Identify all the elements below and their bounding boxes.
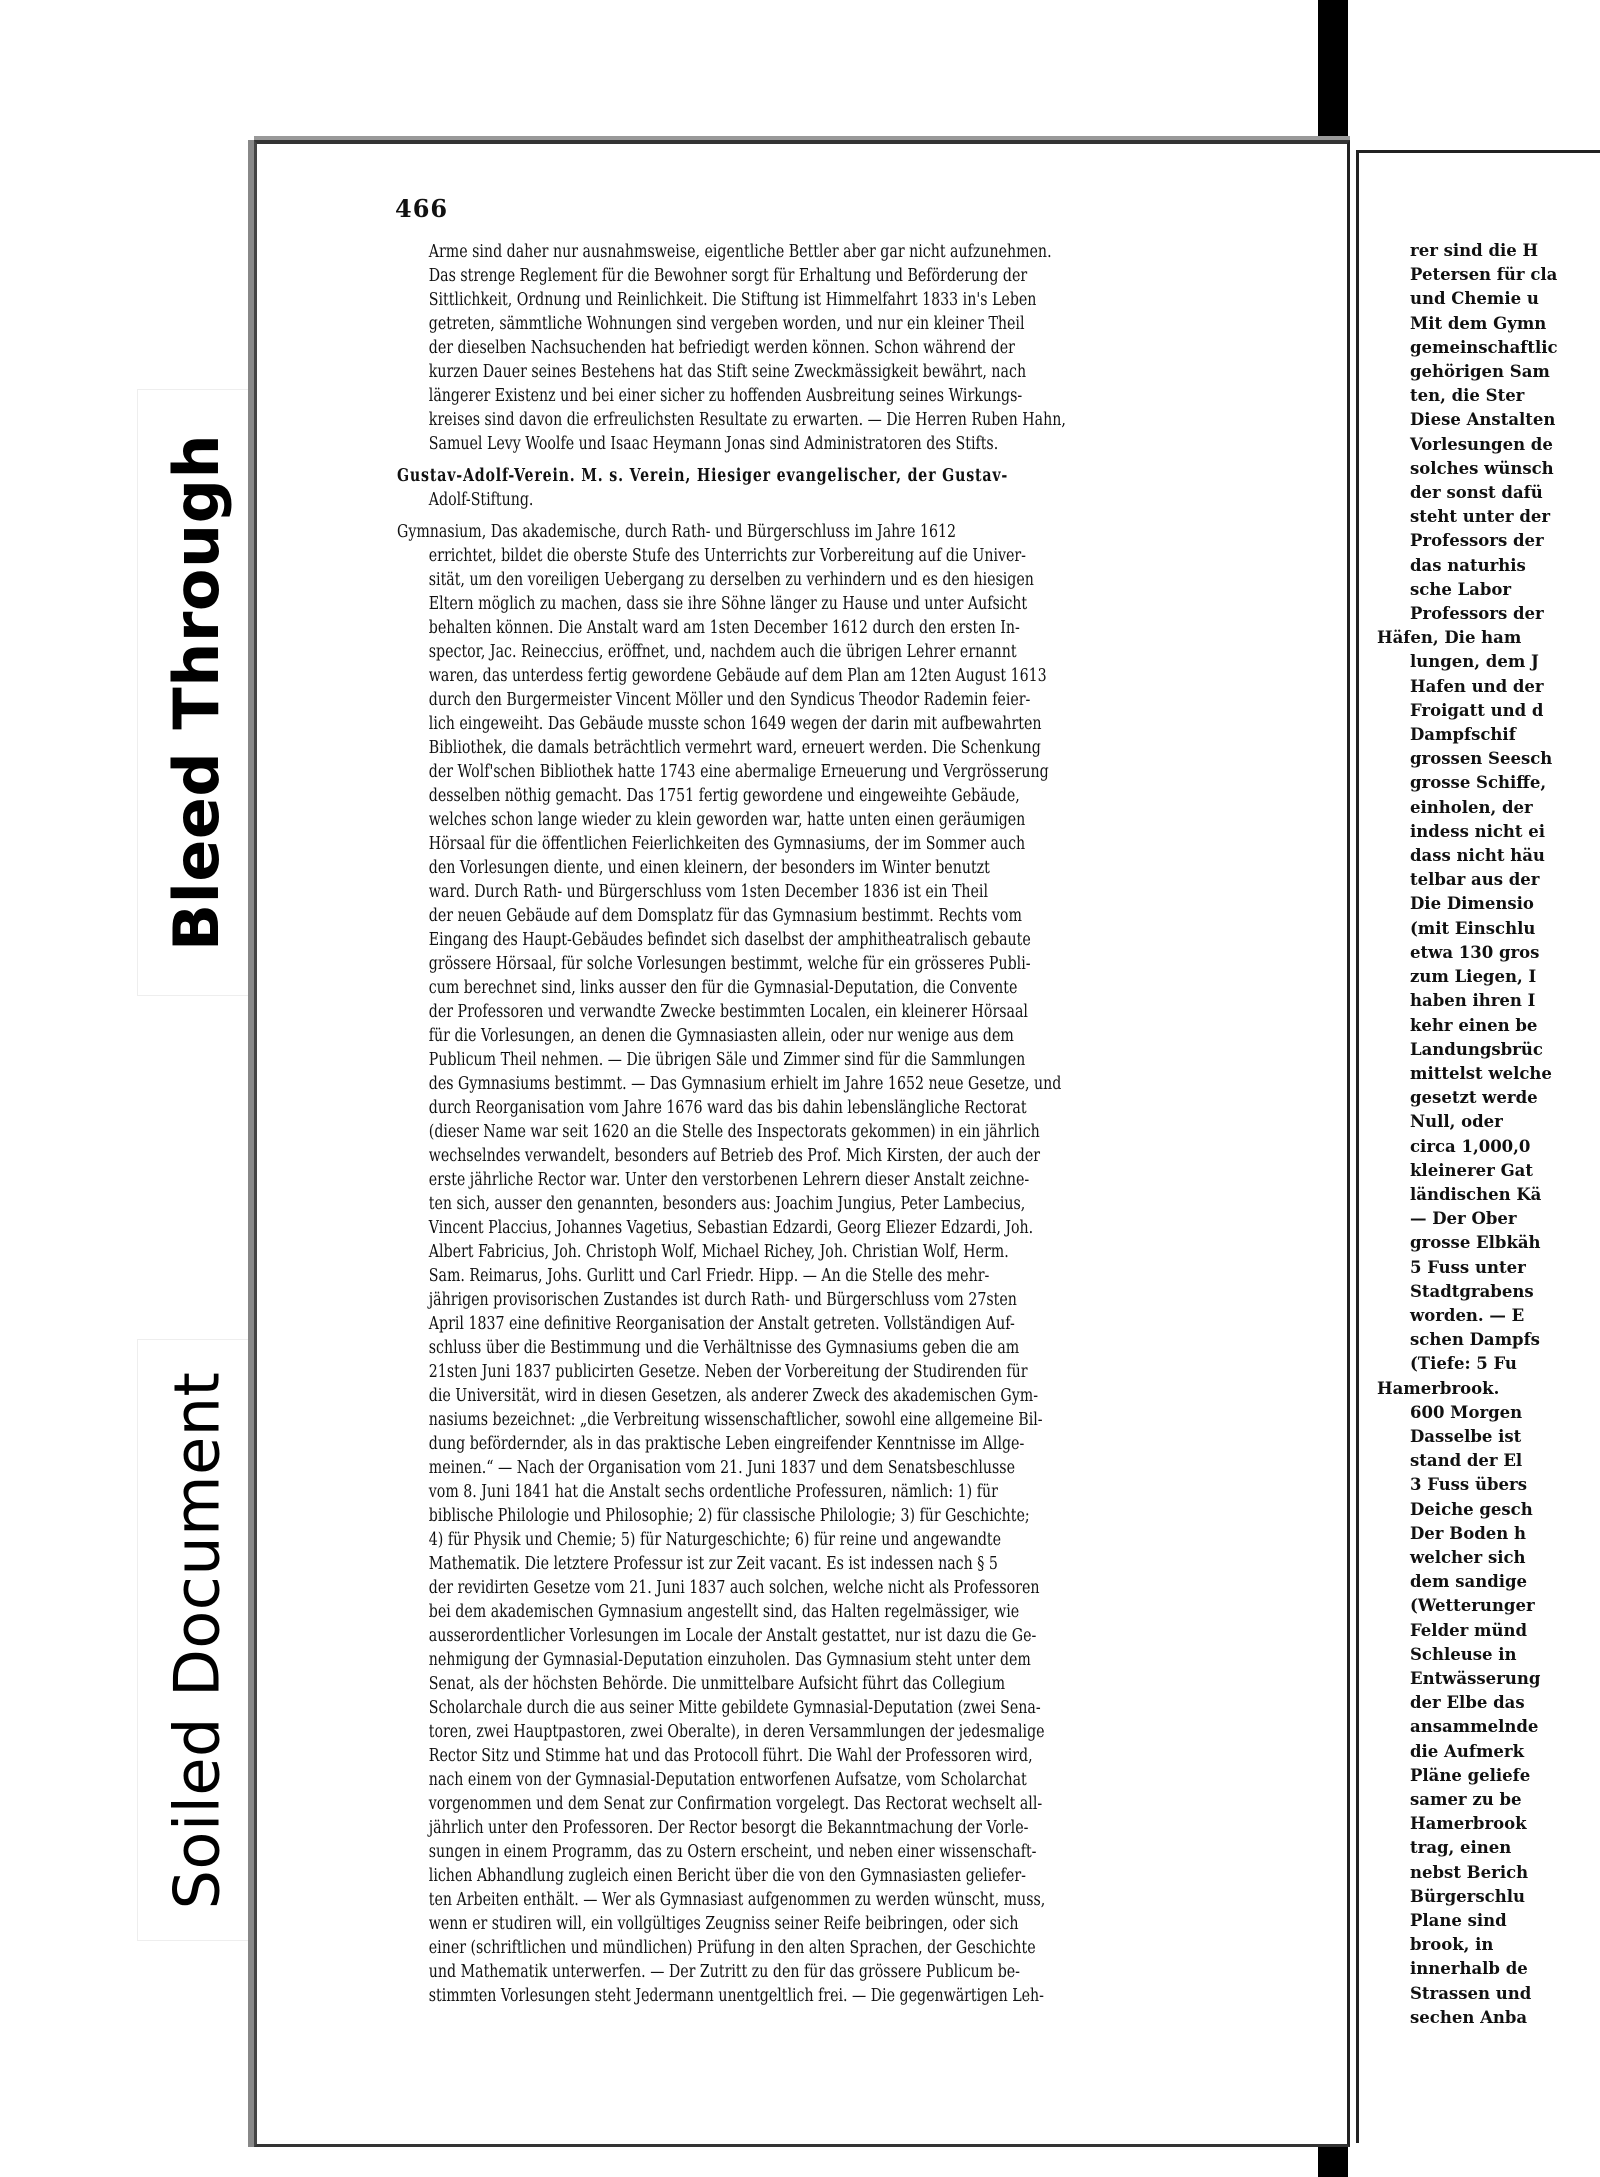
text-line: welches schon lange wieder zu klein geworden war, hatte unten einen geräumigen	[428, 810, 1026, 830]
text-line: durch den Burgermeister Vincent Möller und den Syndicus Theodor Rademin feier-	[428, 690, 1031, 710]
facing-line: zum Liegen, I	[1410, 967, 1537, 987]
text-line: spector, Jac. Reineccius, eröffnet, und, nachdem auch die übrigen Lehrer ernannt	[428, 642, 1017, 662]
text-line: für die Vorlesungen, an denen die Gymnasiasten allein, oder nur wenige aus dem	[428, 1026, 1014, 1046]
facing-line: gehörigen Sam	[1410, 362, 1550, 382]
facing-line: (Wetterunger	[1410, 1596, 1535, 1616]
facing-line: Professors der	[1410, 531, 1544, 551]
facing-line: dass nicht häu	[1410, 846, 1545, 866]
facing-line: (Tiefe: 5 Fu	[1410, 1354, 1517, 1374]
facing-line: Der Boden h	[1410, 1523, 1526, 1543]
facing-line: trag, einen	[1410, 1838, 1512, 1858]
text-line: und Mathematik unterwerfen. — Der Zutritt zu den für das grössere Publicum be-	[428, 1962, 1020, 1982]
text-line: die Universität, wird in diesen Gesetzen, als anderer Zweck des akademischen Gym-	[428, 1386, 1038, 1406]
text-line: der Professoren und verwandte Zwecke bestimmten Localen, ein kleinerer Hörsaal	[428, 1002, 1028, 1022]
facing-line: Bürgerschlu	[1410, 1886, 1525, 1906]
text-line: nehmigung der Gymnasial-Deputation einzuholen. Das Gymnasium steht unter dem	[428, 1650, 1031, 1670]
text-line: Rector Sitz und Stimme hat und das Protocoll führt. Die Wahl der Professoren wird,	[428, 1746, 1033, 1766]
text-line: biblische Philologie und Philosophie; 2) für classische Philologie; 3) für Geschichte;	[428, 1506, 1030, 1526]
entry-gymnasium	[397, 520, 1355, 2008]
facing-line: kleinerer Gat	[1410, 1160, 1533, 1180]
facing-line: der sonst dafü	[1410, 483, 1543, 503]
text-line: toren, zwei Hauptpastoren, zwei Oberalte), in deren Versammlungen der jedesmalige	[428, 1722, 1045, 1742]
facing-line: einholen, der	[1410, 797, 1533, 817]
text-line: Sittlichkeit, Ordnung und Reinlichkeit. Die Stiftung ist Himmelfahrt 1833 in's Leben	[428, 290, 1037, 310]
text-line: ten sich, ausser den genannten, besonders aus: Joachim Jungius, Peter Lambecius,	[428, 1194, 1026, 1214]
facing-line: mittelst welche	[1410, 1063, 1552, 1083]
text-line: Albert Fabricius, Joh. Christoph Wolf, Michael Richey, Joh. Christian Wolf, Herm.	[428, 1242, 1009, 1262]
facing-line: solches wünsch	[1410, 458, 1554, 478]
text-line: dung befördernder, als in das praktische Leben eingreifender Kenntnisse im Allge-	[428, 1434, 1025, 1454]
text-line: nasiums bezeichnet: „die Verbreitung wissenschaftlicher, sowohl eine allgemeine Bil-	[428, 1410, 1043, 1430]
text-line: Samuel Levy Woolfe und Isaac Heymann Jonas sind Administratoren des Stifts.	[428, 434, 999, 454]
facing-line: Häfen, Die ham	[1377, 628, 1522, 648]
text-line: ausserordentlicher Vorlesungen im Locale der Anstalt gestattet, nur ist dazu die Ge-	[428, 1626, 1037, 1646]
text-line: der neuen Gebäude auf dem Domsplatz für das Gymnasium bestimmt. Rechts vom	[428, 906, 1022, 926]
text-line: (dieser Name war seit 1620 an die Stelle des Inspectorats gekommen) in ein jährlich	[428, 1122, 1040, 1142]
facing-line: nebst Berich	[1410, 1862, 1529, 1882]
text-line: April 1837 eine definitive Reorganisation der Anstalt getreten. Vollständigen Auf-	[428, 1314, 1015, 1334]
text-line: grössere Hörsaal, für solche Vorlesungen bestimmt, welche für ein grösseres Publi-	[428, 954, 1031, 974]
facing-line: worden. — E	[1410, 1305, 1525, 1325]
facing-page-fragment	[1356, 150, 1600, 2143]
text-line: bei dem akademischen Gymnasium angestellt sind, das Halten regelmässiger, wie	[428, 1602, 1020, 1622]
text-line: nach einem von der Gymnasial-Deputation entworfenen Aufsatze, vom Scholarchat	[428, 1770, 1027, 1790]
facing-line: Deiche gesch	[1410, 1499, 1533, 1519]
text-line: meinen.“ — Nach der Organisation vom 21. Juni 1837 und dem Senatsbeschlusse	[428, 1458, 1015, 1478]
facing-line: 3 Fuss übers	[1410, 1475, 1527, 1495]
facing-line: Vorlesungen de	[1410, 434, 1553, 454]
facing-line: Professors der	[1410, 604, 1544, 624]
facing-line: das naturhis	[1410, 555, 1526, 575]
facing-line: Froigatt und d	[1410, 700, 1544, 720]
facing-line: brook, in	[1410, 1935, 1494, 1955]
text-line: behalten können. Die Anstalt ward am 1sten December 1612 durch den ersten In-	[428, 618, 1020, 638]
text-line: errichtet, bildet die oberste Stufe des Unterrichts zur Vorbereitung auf die Univer-	[428, 546, 1026, 566]
text-line: waren, das unterdess fertig gewordene Gebäude auf dem Plan am 12ten August 1613	[428, 666, 1047, 686]
text-line: erste jährliche Rector war. Unter den verstorbenen Lehrern dieser Anstalt zeichne-	[428, 1170, 1030, 1190]
text-line: des Gymnasiums bestimmt. — Das Gymnasium erhielt im Jahre 1652 neue Gesetze, und	[428, 1074, 1062, 1094]
facing-line: ansammelnde	[1410, 1717, 1539, 1737]
facing-line: Felder münd	[1410, 1620, 1528, 1640]
text-column	[397, 240, 1355, 2016]
facing-line: (mit Einschlu	[1410, 918, 1536, 938]
facing-line: 600 Morgen	[1410, 1402, 1523, 1422]
facing-line: haben ihren I	[1410, 991, 1536, 1011]
facing-line: und Chemie u	[1410, 289, 1539, 309]
facing-line: ländischen Kä	[1410, 1184, 1542, 1204]
facing-line: Hafen und der	[1410, 676, 1544, 696]
facing-line: lungen, dem J	[1410, 652, 1539, 672]
text-line: sungen in einem Programm, das zu Ostern erscheint, und neben einer wissenschaft-	[428, 1842, 1037, 1862]
text-line: Vincent Placcius, Johannes Vagetius, Sebastian Edzardi, Georg Eliezer Edzardi, Joh.	[428, 1218, 1034, 1238]
facing-line: Entwässerung	[1410, 1668, 1541, 1688]
facing-line: steht unter der	[1410, 507, 1551, 527]
text-line: vom 8. Juni 1841 hat die Anstalt sechs ordentliche Professuren, nämlich: 1) für	[428, 1482, 998, 1502]
entry-gustav-adolf-verein	[397, 464, 1355, 512]
facing-line: Hamerbrook	[1410, 1814, 1527, 1834]
text-line: ward. Durch Rath- und Bürgerschluss vom 1sten December 1836 ist ein Theil	[428, 882, 989, 902]
facing-line: etwa 130 gros	[1410, 942, 1540, 962]
facing-line: Diese Anstalten	[1410, 410, 1556, 430]
text-line: Scholarchale durch die aus seiner Mitte gebildete Gymnasial-Deputation (zwei Sena-	[428, 1698, 1041, 1718]
text-line: cum berechnet sind, links ausser den für die Gymnasial-Deputation, die Convente	[428, 978, 1018, 998]
text-line: vorgenommen und dem Senat zur Confirmation vorgelegt. Das Rectorat wechselt all-	[428, 1794, 1043, 1814]
facing-line: samer zu be	[1410, 1790, 1522, 1809]
text-line: jährigen provisorischen Zustandes ist durch Rath- und Bürgerschluss vom 27sten	[428, 1290, 1017, 1310]
document-page	[254, 140, 1350, 2147]
text-line: Eltern möglich zu machen, dass sie ihre Söhne länger zu Hause und unter Aufsicht	[428, 594, 1028, 614]
facing-line: 5 Fuss unter	[1410, 1257, 1526, 1277]
soiled-document-label	[138, 1340, 256, 1940]
text-line: lichen Abhandlung zugleich einen Bericht über die von den Gymnasiasten geliefer-	[428, 1866, 1026, 1886]
text-line: Publicum Theil nehmen. — Die übrigen Säle und Zimmer sind für die Sammlungen	[428, 1050, 1026, 1070]
facing-line: innerhalb de	[1410, 1959, 1528, 1979]
facing-line: Landungsbrüc	[1410, 1039, 1543, 1059]
text-line: stimmten Vorlesungen steht Jedermann unentgeltlich frei. — Die gegenwärtigen Leh-	[428, 1986, 1044, 2006]
facing-line: dem sandige	[1410, 1572, 1528, 1592]
facing-line: Schleuse in	[1410, 1644, 1517, 1664]
facing-line: circa 1,000,0	[1410, 1136, 1531, 1156]
text-line: kurzen Dauer seines Bestehens hat das Stift seine Zweckmässigkeit bewährt, nach	[428, 362, 1027, 382]
text-line: 4) für Physik und Chemie; 5) für Naturgeschichte; 6) für reine und angewandte	[428, 1530, 1001, 1550]
text-line: Mathematik. Die letztere Professur ist zur Zeit vacant. Es ist indessen nach § 5	[428, 1554, 998, 1574]
facing-line: Petersen für cla	[1410, 265, 1558, 285]
gutter-shadow-top	[1318, 0, 1348, 150]
facing-line: schen Dampfs	[1410, 1330, 1540, 1350]
text-line: desselben nöthig gemacht. Das 1751 fertig gewordene und eingeweihte Gebäude,	[428, 786, 1020, 806]
page-number: 466	[395, 194, 449, 223]
facing-line: grosse Schiffe,	[1410, 773, 1547, 793]
text-line: sität, um den voreiligen Uebergang zu derselben zu verhindern und es den hiesigen	[428, 570, 1034, 590]
soiled-document-text: Soiled Document	[160, 1371, 234, 1909]
facing-line: die Aufmerk	[1410, 1741, 1525, 1761]
facing-line: grosse Elbkäh	[1410, 1233, 1541, 1253]
text-line: jährlich unter den Professoren. Der Rector besorgt die Bekanntmachung der Vorle-	[428, 1818, 1029, 1838]
facing-line: Plane sind	[1410, 1911, 1507, 1931]
entry-stift-continuation	[397, 240, 1355, 456]
facing-line: — Der Ober	[1410, 1209, 1517, 1229]
text-line: getreten, sämmtliche Wohnungen sind vergeben worden, und nur ein kleiner Theil	[428, 314, 1025, 334]
text-line: der Wolf'schen Bibliothek hatte 1743 eine abermalige Erneuerung und Vergrösserung	[428, 762, 1049, 782]
text-line: den Vorlesungen diente, und einen kleinern, der besonders im Winter benutzt	[428, 858, 990, 878]
text-line: Gustav-Adolf-Verein. M. s. Verein, Hiesiger evangelischer, der Gustav-	[397, 466, 1009, 486]
facing-line: rer sind die H	[1410, 241, 1539, 260]
text-line: wenn er studiren will, ein vollgültiges Zeugniss seiner Reife beibringen, oder sich	[428, 1914, 1019, 1934]
text-line: durch Reorganisation vom Jahre 1676 ward das bis dahin lebenslängliche Rectorat	[428, 1098, 1027, 1118]
facing-line: gesetzt werde	[1410, 1088, 1538, 1108]
bleed-through-text: Bleed Through	[160, 433, 234, 952]
facing-line: Strassen und	[1410, 1983, 1532, 2003]
text-line: der revidirten Gesetze vom 21. Juni 1837 auch solchen, welche nicht als Professoren	[428, 1578, 1040, 1598]
text-line: Senat, als der höchsten Behörde. Die unmittelbare Aufsicht führt das Collegium	[428, 1674, 1006, 1694]
facing-line: Null, oder	[1410, 1112, 1503, 1132]
facing-line: kehr einen be	[1410, 1015, 1538, 1035]
text-line: Adolf-Stiftung.	[428, 490, 534, 510]
bleed-through-label	[138, 390, 256, 995]
text-line: Bibliothek, die damals beträchtlich vermehrt ward, erneuert werden. Die Schenkung	[428, 738, 1041, 758]
facing-line: ten, die Ster	[1410, 386, 1525, 406]
text-line: längerer Existenz und bei einer sicher zu hoffenden Ausbreitung seines Wirkungs-	[428, 386, 1023, 406]
facing-line: Hamerbrook.	[1377, 1378, 1500, 1398]
facing-line: sche Labor	[1410, 579, 1512, 599]
facing-line: der Elbe das	[1410, 1693, 1525, 1713]
text-line: ten Arbeiten enthält. — Wer als Gymnasiast aufgenommen zu werden wünscht, muss,	[428, 1890, 1046, 1910]
text-line: kreises sind davon die erfreulichsten Resultate zu erwarten. — Die Herren Ruben Hahn,	[428, 410, 1066, 430]
facing-page-text	[1377, 239, 1600, 2030]
text-line: Hörsaal für die öffentlichen Feierlichkeiten des Gymnasiums, der im Sommer auch	[428, 834, 1026, 854]
text-line: schluss über die Bestimmung und die Verhältnisse des Gymnasiums geben die am	[428, 1338, 1020, 1358]
text-line: Das strenge Reglement für die Bewohner sorgt für Erhaltung und Beförderung der	[428, 266, 1028, 286]
facing-line: telbar aus der	[1410, 870, 1540, 890]
text-line: einer (schriftlichen und mündlichen) Prüfung in den alten Sprachen, der Geschichte	[428, 1938, 1036, 1958]
facing-line: Pläne geliefe	[1410, 1765, 1531, 1785]
text-line: Sam. Reimarus, Johs. Gurlitt und Carl Friedr. Hipp. — An die Stelle des mehr-	[428, 1266, 990, 1286]
text-line: Arme sind daher nur ausnahmsweise, eigentliche Bettler aber gar nicht aufzunehmen.	[428, 242, 1052, 262]
facing-line: Dasselbe ist	[1410, 1426, 1522, 1446]
text-line: Gymnasium, Das akademische, durch Rath- und Bürgerschluss im Jahre 1612	[397, 522, 957, 542]
facing-line: sechen Anba	[1410, 2007, 1528, 2027]
facing-line: stand der El	[1410, 1451, 1523, 1471]
text-line: wechselndes verwandelt, besonders auf Betrieb des Prof. Mich Kirsten, der auch der	[428, 1146, 1041, 1166]
text-line: der dieselben Nachsuchenden hat befriedigt werden können. Schon während der	[428, 338, 1015, 358]
facing-line: gemeinschaftlic	[1410, 337, 1558, 357]
facing-line: Dampfschif	[1410, 725, 1516, 745]
facing-line: Stadtgrabens	[1410, 1281, 1534, 1301]
text-line: lich eingeweiht. Das Gebäude musste schon 1649 wegen der darin mit aufbewahrten	[428, 714, 1042, 734]
facing-line: indess nicht ei	[1410, 821, 1546, 841]
facing-line: grossen Seesch	[1410, 749, 1553, 769]
facing-line: Die Dimensio	[1410, 894, 1534, 914]
facing-line: Mit dem Gymn	[1410, 313, 1547, 333]
text-line: Eingang des Haupt-Gebäudes befindet sich daselbst der amphitheatralisch gebaute	[428, 930, 1031, 950]
facing-line: welcher sich	[1410, 1547, 1526, 1567]
text-line: 21sten Juni 1837 publicirten Gesetze. Neben der Vorbereitung der Studirenden für	[428, 1362, 1028, 1382]
